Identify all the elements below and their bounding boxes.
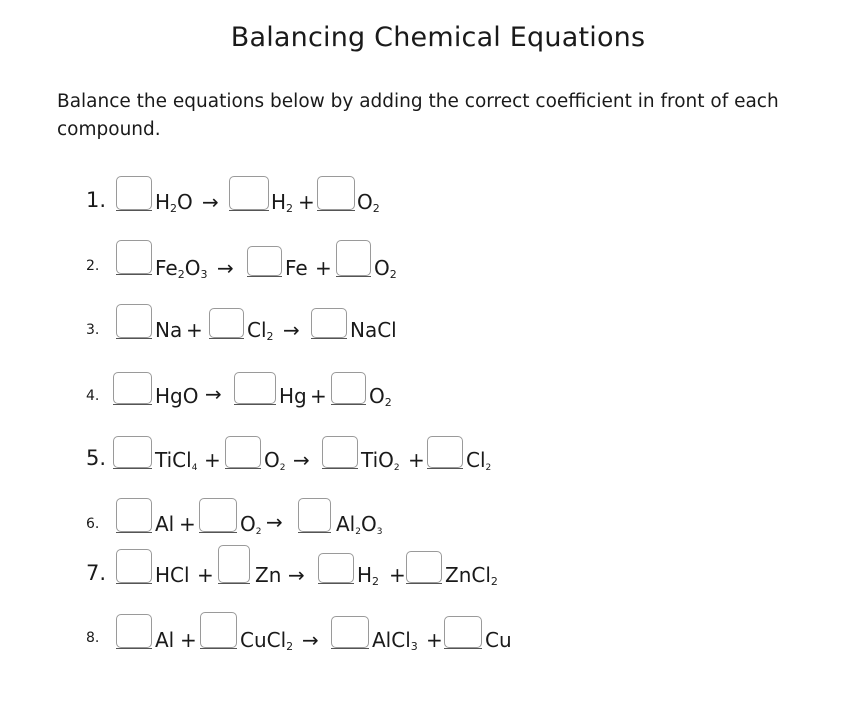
compound-hcl: HCl	[155, 563, 190, 587]
plus-sign: +	[426, 628, 443, 652]
plus-sign: +	[310, 384, 327, 408]
arrow-icon: →	[202, 190, 219, 214]
coefficient-box-al2o3[interactable]	[298, 498, 331, 532]
coefficient-box-o2[interactable]	[225, 436, 261, 468]
compound-cucl2: CuCl$_2$	[240, 628, 294, 653]
coefficient-box-o2[interactable]	[336, 240, 371, 276]
coefficient-box-hgo[interactable]	[113, 372, 152, 404]
compound-na: Na	[155, 318, 183, 342]
arrow-icon: →	[283, 318, 300, 342]
equation-number: 4.	[86, 388, 100, 404]
arrow-icon: →	[205, 382, 222, 406]
arrow-icon: →	[266, 510, 283, 534]
plus-sign: +	[298, 190, 315, 214]
coefficient-box-na[interactable]	[116, 304, 152, 338]
compound-o2: $O_2$	[374, 256, 397, 281]
equation-8	[0, 614, 856, 654]
equation-number: 5.	[86, 446, 107, 470]
compound-hg: Hg	[279, 384, 307, 408]
equation-1	[0, 180, 856, 220]
arrow-icon: →	[288, 563, 305, 587]
coefficient-box-cucl2[interactable]	[200, 612, 237, 648]
compound-nacl: NaCl	[350, 318, 397, 342]
equation-5	[0, 436, 856, 476]
compound-zncl2: ZnCl$_2$	[445, 563, 498, 588]
plus-sign: +	[180, 628, 197, 652]
compound-cl2: $Cl_2$	[466, 448, 492, 473]
coefficient-box-fe[interactable]	[247, 246, 282, 276]
compound-tio2: TiO$_2$	[361, 448, 400, 473]
coefficient-box-h2o[interactable]	[116, 176, 152, 210]
equation-number: 8.	[86, 630, 100, 646]
arrow-icon: →	[217, 256, 234, 280]
coefficient-box-al[interactable]	[116, 614, 152, 648]
compound-o2: $O_2$	[369, 384, 392, 409]
coefficient-box-o2[interactable]	[317, 176, 355, 210]
equation-number: 1.	[86, 188, 107, 212]
instructions-text: Balance the equations below by adding the correct coefficient in front of each compound.	[57, 91, 779, 140]
compound-h2: $H_2$	[271, 190, 294, 215]
coefficient-box-hg[interactable]	[234, 372, 276, 404]
equation-4	[0, 372, 856, 412]
plus-sign: +	[389, 563, 406, 587]
coefficient-box-nacl[interactable]	[311, 308, 347, 338]
coefficient-box-fe2o3[interactable]	[116, 240, 152, 274]
compound-h2o: $H_2O$	[155, 190, 193, 215]
coefficient-box-cl2[interactable]	[427, 436, 463, 468]
coefficient-box-zn[interactable]	[218, 545, 250, 583]
compound-o2: $O_2$	[357, 190, 380, 215]
compound-al: Al	[155, 628, 175, 652]
equation-number: 6.	[86, 516, 100, 532]
equation-number: 3.	[86, 322, 100, 338]
compound-zn: Zn	[255, 563, 282, 587]
coefficient-box-o2[interactable]	[199, 498, 237, 532]
plus-sign: +	[408, 448, 425, 472]
compound-al2o3: $Al_2O_3$	[336, 512, 383, 537]
compound-al: Al	[155, 512, 175, 536]
compound-o2: $O_2$	[240, 512, 262, 537]
plus-sign: +	[197, 563, 214, 587]
equation-6	[0, 498, 856, 538]
equation-2	[0, 244, 856, 284]
equation-3	[0, 308, 856, 348]
coefficient-box-cl2[interactable]	[209, 308, 244, 338]
compound-alcl3: AlCl$_3$	[372, 628, 418, 653]
compound-cu: Cu	[485, 628, 512, 652]
coefficient-box-cu[interactable]	[444, 616, 482, 648]
coefficient-box-tio2[interactable]	[322, 436, 358, 468]
coefficient-box-h2[interactable]	[318, 553, 354, 583]
compound-cl2: $Cl_2$	[247, 318, 274, 343]
plus-sign: +	[186, 318, 203, 342]
plus-sign: +	[204, 448, 221, 472]
coefficient-box-zncl2[interactable]	[406, 551, 442, 583]
plus-sign: +	[315, 256, 332, 280]
compound-hgo: HgO	[155, 384, 199, 408]
arrow-icon: →	[293, 448, 310, 472]
plus-sign: +	[179, 512, 196, 536]
compound-fe2o3: $Fe_2O_3$	[155, 256, 208, 281]
coefficient-box-hcl[interactable]	[116, 549, 152, 583]
coefficient-box-ticl4[interactable]	[113, 436, 152, 468]
coefficient-box-h2[interactable]	[229, 176, 269, 210]
compound-fe: Fe	[285, 256, 308, 280]
compound-o2: $O_2$	[264, 448, 286, 473]
coefficient-box-o2[interactable]	[331, 372, 366, 404]
coefficient-box-al[interactable]	[116, 498, 152, 532]
arrow-icon: →	[302, 628, 319, 652]
compound-h2: $H_2$	[357, 563, 380, 588]
equation-number: 2.	[86, 258, 100, 274]
coefficient-box-alcl3[interactable]	[331, 616, 369, 648]
equation-number: 7.	[86, 561, 107, 585]
compound-ticl4: TiCl$_4$	[155, 448, 198, 473]
equation-7	[0, 549, 856, 589]
page-title: Balancing Chemical Equations	[230, 22, 646, 53]
